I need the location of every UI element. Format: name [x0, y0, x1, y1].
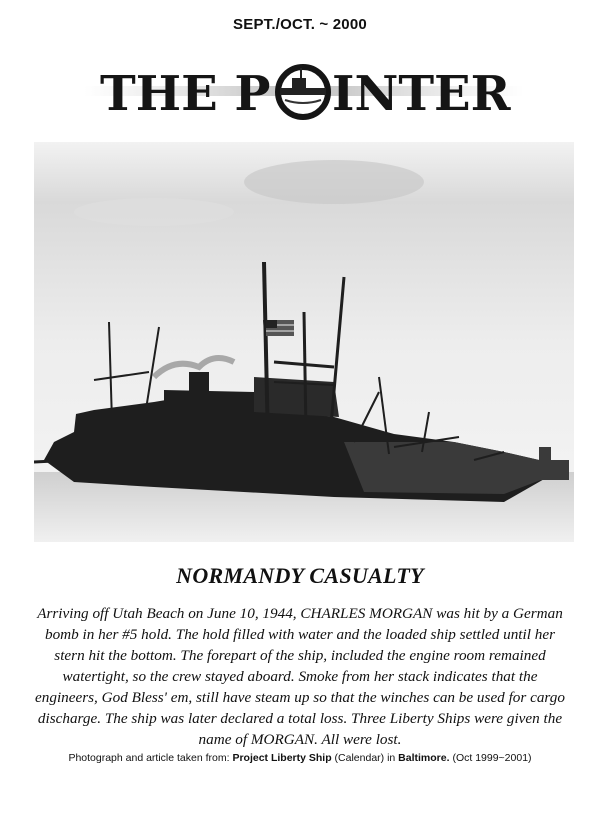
credit-lead: Photograph and article taken from: [68, 752, 233, 764]
article-headline: NORMANDY CASUALTY [176, 563, 424, 588]
credit-source: Project Liberty Ship [232, 752, 332, 764]
masthead-title-left: THE P [100, 66, 271, 122]
ship-photo [34, 142, 574, 542]
issue-date: SEPT./OCT. ~ 2000 [233, 16, 367, 33]
article-body: Arriving off Utah Beach on June 10, 1944, CHARLES MORGAN was hit by a German bomb in her #5 hold. The hold filled with water and the loaded ship settled until her stern hit the bottom. The forepart of the ship, included the engine room remained watertight, so the crew stayed aboard. Smoke from her stack indicates that the engineers, God Bless' em, still have steam up so that the winches can be used for cargo discharge. The ship was later declared a total loss. Three Liberty Ships were given the name of MORGAN. All were lost. [35, 605, 565, 748]
credit-calendar: (Calendar) in [331, 752, 399, 764]
masthead [84, 58, 524, 124]
credit-dates: (Oct 1999~2001) [449, 752, 532, 764]
photo-credit [0, 752, 600, 764]
credit-city: Baltimore. [398, 752, 450, 764]
masthead-title-right: INTER [332, 66, 511, 122]
compass-logo-icon [278, 67, 328, 117]
